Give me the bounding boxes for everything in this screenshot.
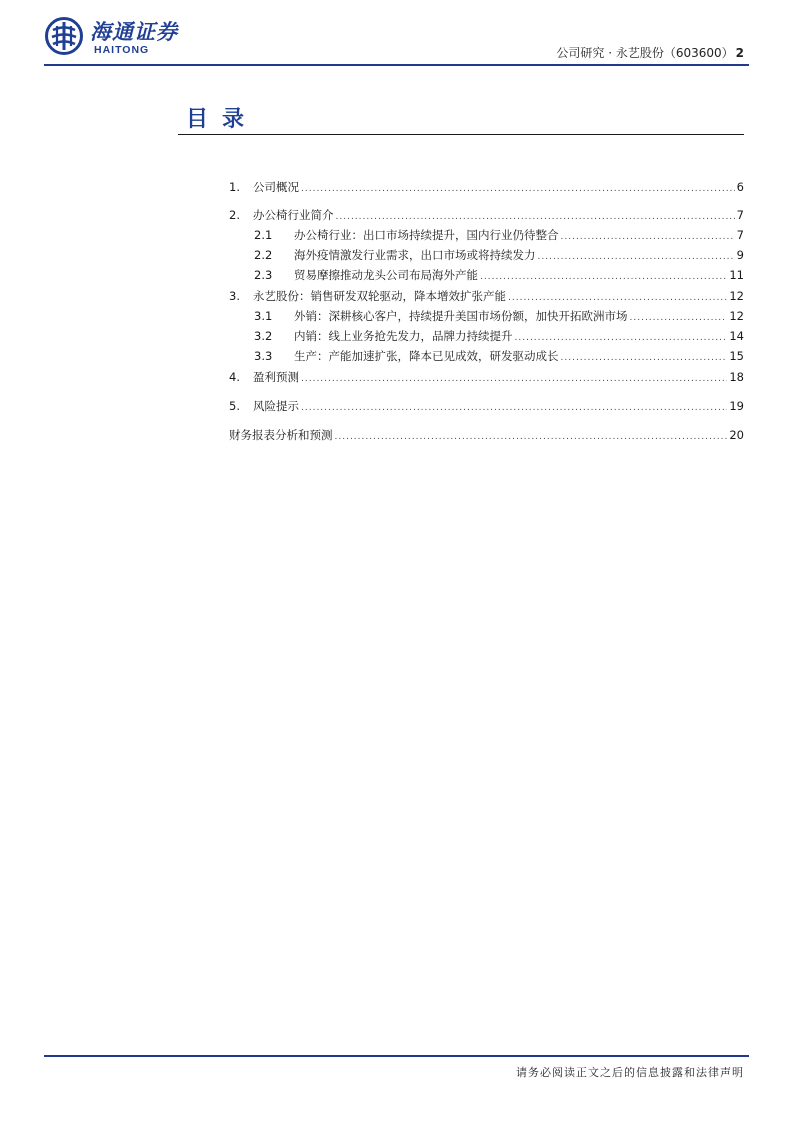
toc-entry[interactable] [229, 180, 744, 196]
toc-entry[interactable] [254, 329, 744, 345]
toc-entry-number: 5. [229, 399, 240, 413]
toc-entry-number: 3. [229, 289, 240, 303]
toc-leader-dots [301, 182, 735, 196]
toc-leader-dots [480, 270, 727, 284]
toc-entry-number: 2.2 [254, 248, 273, 262]
toc-entry-page: 7 [736, 228, 744, 242]
toc-entry-title: 公司概况 [253, 180, 299, 194]
toc-entry-title: 外销：深耕核心客户，持续提升美国市场份额，加快开拓欧洲市场 [294, 309, 628, 323]
toc-entry-page: 14 [729, 329, 744, 343]
logo-chinese-text: 海通证券 [90, 19, 178, 44]
toc-entry[interactable] [254, 228, 744, 244]
footer-divider [44, 1055, 749, 1057]
page-number: 2 [735, 46, 744, 60]
toc-leader-dots [336, 210, 735, 224]
toc-entry-number: 3.3 [254, 349, 273, 363]
toc-entry-page: 15 [729, 349, 744, 363]
haitong-emblem-icon [44, 16, 84, 56]
toc-entry[interactable] [229, 370, 744, 386]
toc-entry-number: 3.1 [254, 309, 273, 323]
haitong-logo [44, 16, 184, 58]
toc-entry-title: 财务报表分析和预测 [229, 428, 333, 442]
toc-heading: 目录 [186, 107, 259, 132]
toc-entry-title: 海外疫情激发行业需求，出口市场或将持续发力 [294, 248, 536, 262]
toc-entry[interactable] [254, 248, 744, 264]
toc-entry-page: 7 [736, 208, 744, 222]
toc-entry-title: 风险提示 [253, 399, 299, 413]
toc-entry-page: 18 [729, 370, 744, 384]
footer-disclaimer: 请务必阅读正文之后的信息披露和法律声明 [516, 1066, 744, 1079]
toc-entry-title: 办公椅行业简介 [253, 208, 334, 222]
toc-entry[interactable] [229, 289, 744, 305]
toc-leader-dots [538, 250, 735, 264]
toc-entry-number: 2.1 [254, 228, 273, 242]
toc-entry-title: 永艺股份：销售研发双轮驱动，降本增效扩张产能 [253, 289, 506, 303]
header-divider [44, 64, 749, 66]
toc-entry-title: 办公椅行业：出口市场持续提升，国内行业仍待整合 [294, 228, 559, 242]
toc-leader-dots [508, 291, 727, 305]
toc-entry-page: 20 [729, 428, 744, 442]
report-title: 公司研究 · 永艺股份（603600） [556, 46, 734, 60]
toc-entry-title: 盈利预测 [253, 370, 299, 384]
toc-entry-title: 内销：线上业务抢先发力，品牌力持续提升 [294, 329, 513, 343]
toc-leader-dots [515, 331, 728, 345]
toc-leader-dots [301, 372, 727, 386]
toc-leader-dots [301, 401, 727, 415]
toc-heading-divider [178, 134, 744, 135]
toc-entry-title: 生产：产能加速扩张，降本已见成效，研发驱动成长 [294, 349, 559, 363]
toc-entry[interactable] [254, 309, 744, 325]
toc-leader-dots [335, 430, 728, 444]
toc-entry-number: 3.2 [254, 329, 273, 343]
toc-entry-number: 1. [229, 180, 240, 194]
header-report-info [556, 44, 744, 61]
toc-entry-page: 6 [736, 180, 744, 194]
toc-leader-dots [561, 230, 735, 244]
toc-entry[interactable] [229, 399, 744, 415]
toc-entry-number: 4. [229, 370, 240, 384]
toc-entry-number: 2.3 [254, 268, 273, 282]
logo-english-text: HAITONG [94, 44, 150, 56]
toc-entry-number: 2. [229, 208, 240, 222]
toc-leader-dots [630, 311, 728, 325]
toc-entry-page: 12 [729, 289, 744, 303]
toc-entry[interactable] [229, 428, 744, 444]
toc-entry[interactable] [254, 349, 744, 365]
toc-entry-page: 12 [729, 309, 744, 323]
toc-entry[interactable] [229, 208, 744, 224]
toc-entry-page: 11 [729, 268, 744, 282]
toc-entry-title: 贸易摩擦推动龙头公司布局海外产能 [294, 268, 478, 282]
toc-leader-dots [561, 351, 728, 365]
toc-entry-page: 19 [729, 399, 744, 413]
toc-entry-page: 9 [736, 248, 744, 262]
toc-entry[interactable] [254, 268, 744, 284]
